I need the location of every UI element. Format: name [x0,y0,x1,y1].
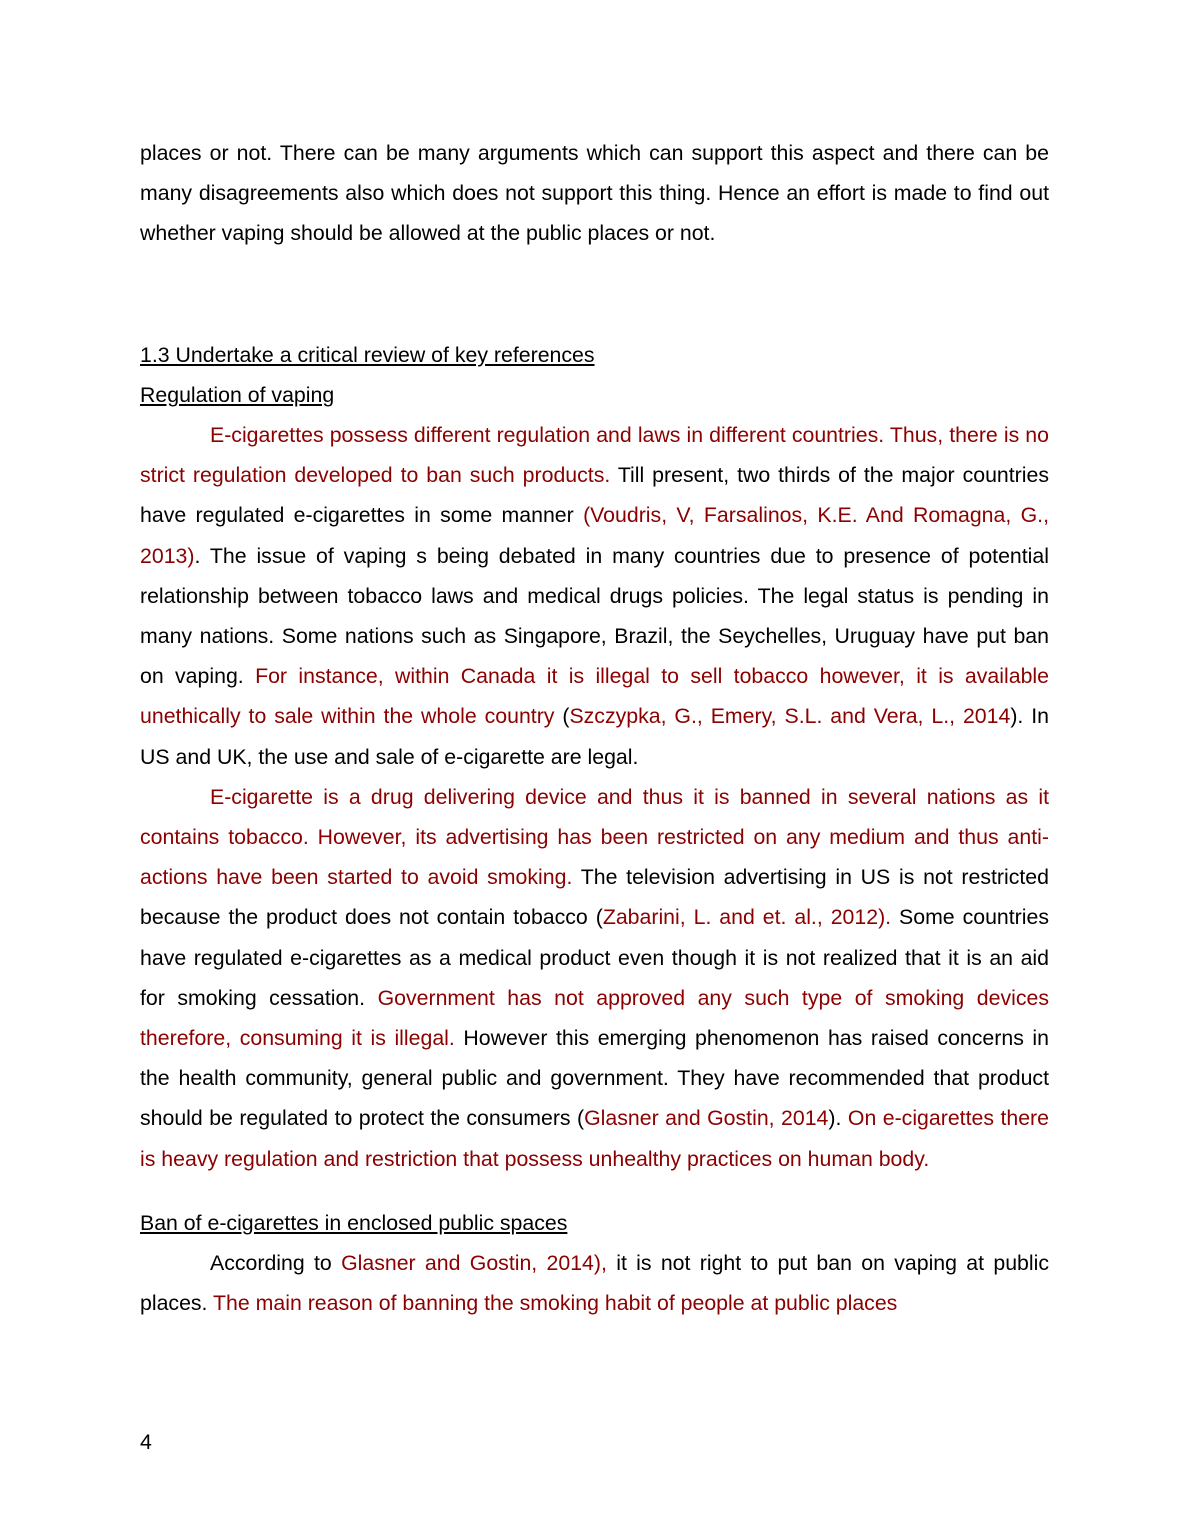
highlighted-text: For instance, within Canada it is illegal to sell tobacco however, it is available unethically to sale within the whole country [140,664,1049,729]
body-text: The television advertising in US is not restricted because the product does not contain tobacco ( [140,865,1049,930]
citation: Szczypka, G., Emery, S.L. and Vera, L., 2014 [569,704,1011,729]
body-text: However this emerging phenomenon has raised concerns in the health community, general public and government. They have recommended that product should be regulated to protect the consumers ( [140,1026,1049,1131]
subsection-heading-ban: Ban of e-cigarettes in enclosed public spaces [140,1210,568,1235]
highlighted-text: The main reason of banning the smoking habit of people at public places [213,1291,898,1316]
spacer [140,1179,1049,1203]
paragraph-regulation-1 [140,415,1049,777]
citation: (Voudris, V, Farsalinos, K.E. And Romagna, G., 2013) [140,503,1049,568]
body-text: ( [554,704,570,729]
highlighted-text: E-cigarettes possess different regulation and laws in different countries. Thus, there is no strict regulation developed to ban such products. [140,423,1049,488]
intro-paragraph [140,133,1049,254]
body-text: Till present, two thirds of the major countries have regulated e-cigarettes in some manner [140,463,1049,528]
highlighted-text: E-cigarette is a drug delivering device and thus it is banned in several nations as it contains tobacco. However, its advertising has been restricted on any medium and thus anti-actions have been started to avoid smoking. [140,784,1049,890]
intro-text: places or not. There can be many arguments which can support this aspect and there can be many disagreements also which does not support this thing. Hence an effort is made to find out whether vaping should be allowed at the public places or not. [140,141,1049,246]
citation: Glasner and Gostin, 2014), [341,1251,607,1276]
body-text: it is not right to put ban on vaping at public places. [140,1251,1049,1316]
subsection-heading-regulation: Regulation of vaping [140,382,335,407]
section-heading: 1.3 Undertake a critical review of key references [140,342,595,367]
paragraph-ban-1 [140,1243,1049,1323]
highlighted-text: Government has not approved any such type of smoking devices therefore, consuming it is illegal. [140,985,1049,1051]
citation: Glasner and Gostin, 2014 [584,1106,829,1131]
spacer [140,254,1049,335]
page-number: 4 [140,1430,152,1454]
body-text: According to [210,1251,342,1276]
body-text: ). [828,1106,848,1131]
body-text: . The issue of vaping s being debated in many countries due to presence of potential relationship between tobacco laws and medical drugs policies. The legal status is pending in many nations. Some nations such as Singapore, Brazil, the Seychelles, Uruguay have put ban on vaping. [140,543,1049,689]
highlighted-text: On e-cigarettes there is heavy regulation and restriction that possess unhealthy practices on human body. [140,1106,1049,1171]
body-text: Some countries have regulated e-cigarettes as a medical product even though it is not realized that it is an aid for smoking cessation. [140,905,1049,1010]
citation: Zabarini, L. and et. al., 2012). [602,905,892,930]
paragraph-regulation-2 [140,777,1049,1179]
document-body [140,133,1049,1323]
body-text: ). In US and UK, the use and sale of e-cigarette are legal. [140,704,1050,769]
